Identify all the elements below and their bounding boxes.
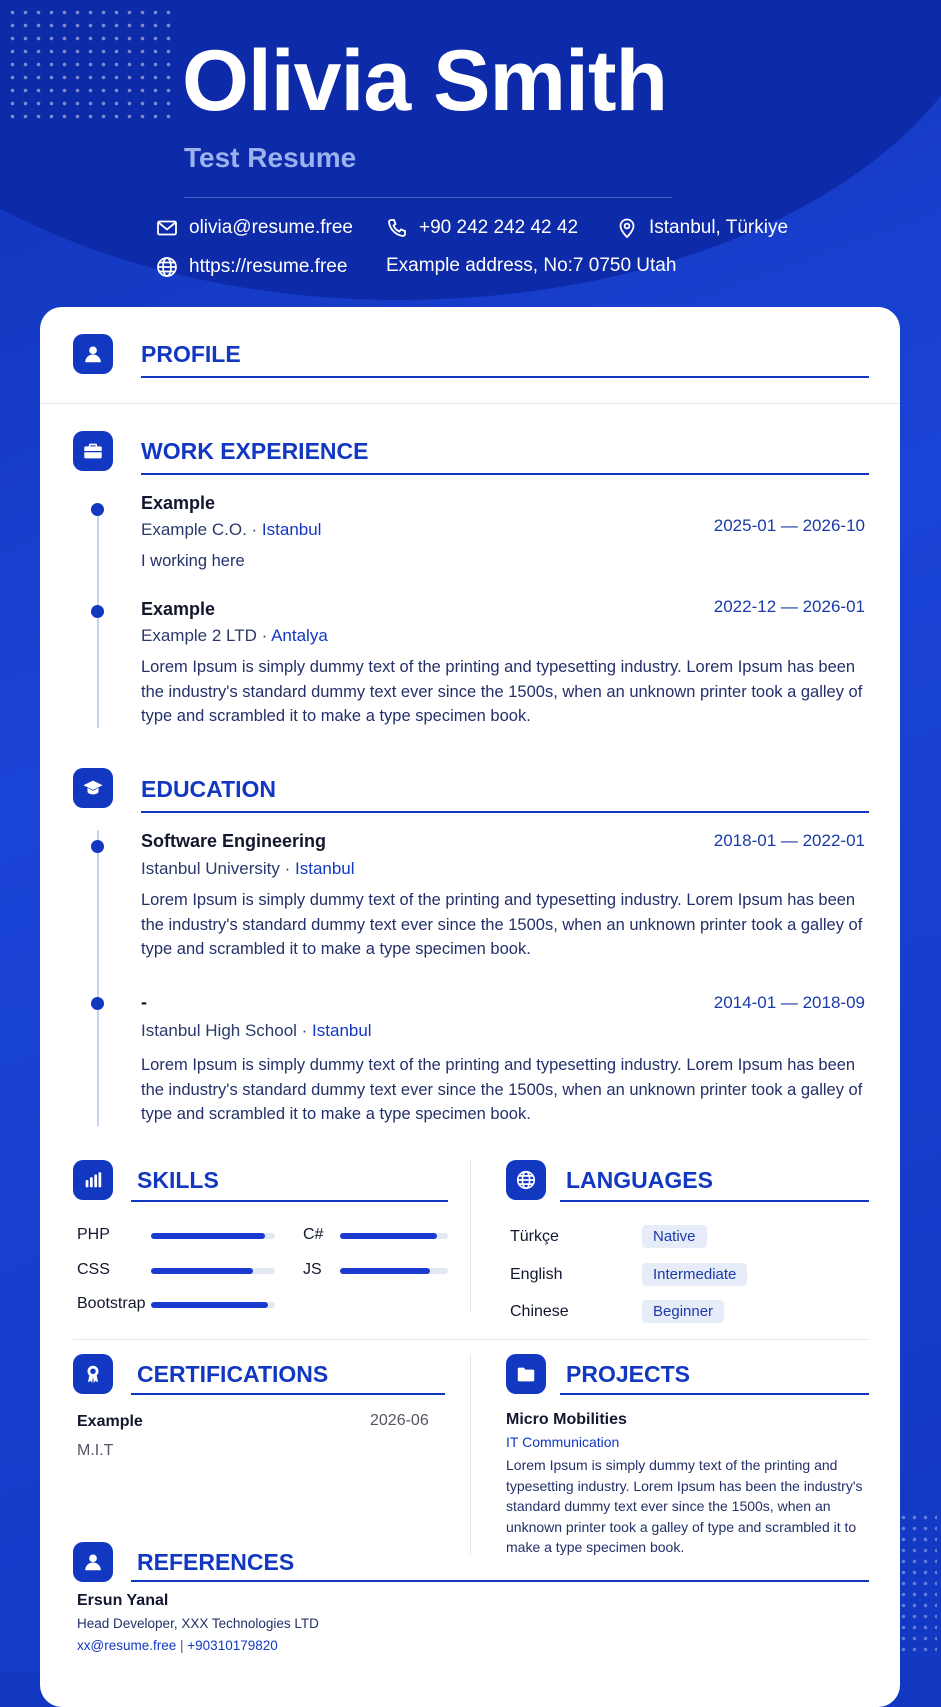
- work-company-line: Example 2 LTD · Antalya: [141, 626, 328, 645]
- languages-heading-rule: [560, 1200, 869, 1202]
- reference-name: Ersun Yanal: [77, 1592, 169, 1609]
- skill-bar: [151, 1268, 275, 1274]
- phone-text: +90 242 242 42 42: [419, 217, 579, 238]
- project-subtitle: IT Communication: [506, 1434, 620, 1450]
- education-school-line: Istanbul University · Istanbul: [141, 859, 355, 878]
- language-level-badge: Native: [642, 1225, 707, 1248]
- work-title: Example: [141, 599, 216, 619]
- website-text: https://resume.free: [189, 256, 348, 277]
- work-company-line: Example C.O. · Istanbul: [141, 520, 322, 539]
- timeline-dot: [91, 840, 104, 853]
- profile-heading-rule: [141, 376, 869, 378]
- project-title: Micro Mobilities: [506, 1411, 627, 1428]
- user-icon: [82, 343, 104, 365]
- contact-address: [386, 255, 676, 277]
- skill-bar: [151, 1233, 275, 1239]
- reference-contact: [77, 1638, 278, 1653]
- reference-separator: |: [180, 1638, 184, 1653]
- work-heading-rule: [141, 473, 869, 475]
- education-location: Istanbul: [295, 859, 355, 878]
- skill-bar-fill: [340, 1268, 430, 1274]
- languages-heading: LANGUAGES: [566, 1167, 713, 1193]
- reference-phone[interactable]: +90310179820: [187, 1638, 278, 1653]
- work-date: 2025-01 — 2026-10: [713, 516, 865, 535]
- work-description: I working here: [141, 552, 245, 570]
- education-description: Lorem Ipsum is simply dummy text of the printing and typesetting industry. Lorem Ipsum has been the industry's standard dummy text ever since the 1500s, when an unknown printer took a galley of type and scrambled it to make a type specimen book.: [141, 1056, 863, 1123]
- timeline-dot: [91, 605, 104, 618]
- skills-section-icon: [73, 1160, 113, 1200]
- profile-heading: PROFILE: [141, 341, 241, 367]
- mail-icon: [155, 216, 179, 240]
- skill-bar-fill: [151, 1302, 268, 1308]
- education-date: 2014-01 — 2018-09: [713, 993, 865, 1012]
- references-heading-rule: [131, 1580, 869, 1582]
- skill-bar-fill: [151, 1268, 253, 1274]
- globe-icon: [515, 1169, 537, 1191]
- projects-section-icon: [506, 1354, 546, 1394]
- skill-name: JS: [303, 1261, 322, 1278]
- briefcase-icon: [82, 440, 104, 462]
- phone-icon: [385, 216, 409, 240]
- certification-title: Example: [77, 1413, 143, 1430]
- education-school: Istanbul High School: [141, 1021, 297, 1040]
- profile-section-icon: [73, 334, 113, 374]
- education-school-line: Istanbul High School · Istanbul: [141, 1021, 372, 1040]
- language-level-badge: Intermediate: [642, 1263, 747, 1286]
- work-date: 2022-12 — 2026-01: [713, 597, 865, 616]
- graduation-cap-icon: [82, 777, 104, 799]
- certification-issuer: M.I.T: [77, 1442, 114, 1459]
- education-location: Istanbul: [312, 1021, 372, 1040]
- certifications-heading-rule: [131, 1393, 445, 1395]
- award-icon: [82, 1363, 104, 1385]
- dot-pattern: [6, 6, 176, 126]
- skill-bar: [151, 1302, 275, 1308]
- header-divider: [184, 197, 672, 198]
- skill-bar-fill: [151, 1233, 265, 1239]
- references-section-icon: [73, 1542, 113, 1582]
- education-heading: EDUCATION: [141, 776, 277, 802]
- projects-heading-rule: [560, 1393, 869, 1395]
- contact-phone[interactable]: [385, 216, 578, 240]
- skill-name: Bootstrap: [77, 1295, 146, 1312]
- work-description: Lorem Ipsum is simply dummy text of the printing and typesetting industry. Lorem Ipsum has been the industry's standard dummy text ever since the 1500s, when an unknown printer took a galley of type and scrambled it to make a type specimen book.: [141, 658, 863, 725]
- certification-date: 2026-06: [370, 1412, 429, 1429]
- profile-divider: [40, 403, 900, 404]
- languages-section-icon: [506, 1160, 546, 1200]
- email-text: olivia@resume.free: [189, 217, 353, 238]
- education-date: 2018-01 — 2022-01: [713, 831, 865, 850]
- reference-role: Head Developer, XXX Technologies LTD: [77, 1616, 319, 1631]
- education-section-icon: [73, 768, 113, 808]
- education-title: Software Engineering: [141, 831, 327, 851]
- bar-chart-icon: [82, 1169, 104, 1191]
- work-location: Istanbul: [261, 520, 322, 539]
- skill-bar: [340, 1268, 448, 1274]
- references-heading: REFERENCES: [137, 1549, 295, 1575]
- work-section-icon: [73, 431, 113, 471]
- contact-location: [615, 216, 788, 240]
- work-company: Example C.O.: [141, 520, 247, 539]
- location-text: Istanbul, Türkiye: [649, 217, 789, 238]
- language-name: Türkçe: [510, 1228, 559, 1245]
- education-heading-rule: [141, 811, 869, 813]
- education-timeline: [97, 830, 99, 1126]
- timeline-dot: [91, 997, 104, 1010]
- row-divider: [73, 1339, 869, 1340]
- folder-icon: [515, 1363, 537, 1385]
- work-company: Example 2 LTD: [141, 626, 257, 645]
- language-level-badge: Beginner: [642, 1300, 724, 1323]
- work-location: Antalya: [271, 626, 328, 645]
- skills-heading: SKILLS: [137, 1167, 219, 1193]
- skill-name: C#: [303, 1226, 324, 1243]
- resume-subtitle: Test Resume: [184, 142, 357, 173]
- language-name: English: [510, 1266, 563, 1283]
- column-divider: [470, 1160, 471, 1312]
- globe-icon: [155, 255, 179, 279]
- certifications-heading: CERTIFICATIONS: [137, 1361, 329, 1387]
- location-pin-icon: [615, 216, 639, 240]
- timeline-dot: [91, 503, 104, 516]
- language-name: Chinese: [510, 1303, 569, 1320]
- column-divider: [470, 1354, 471, 1554]
- skill-bar-fill: [340, 1233, 437, 1239]
- education-title: -: [141, 992, 147, 1012]
- skill-name: CSS: [77, 1261, 110, 1278]
- project-description: Lorem Ipsum is simply dummy text of the printing and typesetting industry. Lorem Ipsum has been the industry's standard dummy text ever since the 1500s, when an unknown printer took a galley of type and scrambled it to make a type specimen book.: [506, 1457, 863, 1555]
- work-heading: WORK EXPERIENCE: [141, 438, 369, 464]
- contact-website[interactable]: [155, 255, 347, 279]
- work-title: Example: [141, 493, 216, 513]
- skill-name: PHP: [77, 1226, 110, 1243]
- education-school: Istanbul University: [141, 859, 280, 878]
- projects-heading: PROJECTS: [566, 1361, 690, 1387]
- reference-email[interactable]: xx@resume.free: [77, 1638, 177, 1653]
- contact-email[interactable]: [155, 216, 353, 240]
- skills-heading-rule: [131, 1200, 448, 1202]
- resume-name: Olivia Smith: [182, 33, 668, 129]
- address-text: Example address, No:7 0750 Utah: [386, 255, 677, 276]
- certifications-section-icon: [73, 1354, 113, 1394]
- education-description: Lorem Ipsum is simply dummy text of the printing and typesetting industry. Lorem Ipsum has been the industry's standard dummy text ever since the 1500s, when an unknown printer took a galley of type and scrambled it to make a type specimen book.: [141, 891, 863, 958]
- user-icon: [82, 1551, 104, 1573]
- skill-bar: [340, 1233, 448, 1239]
